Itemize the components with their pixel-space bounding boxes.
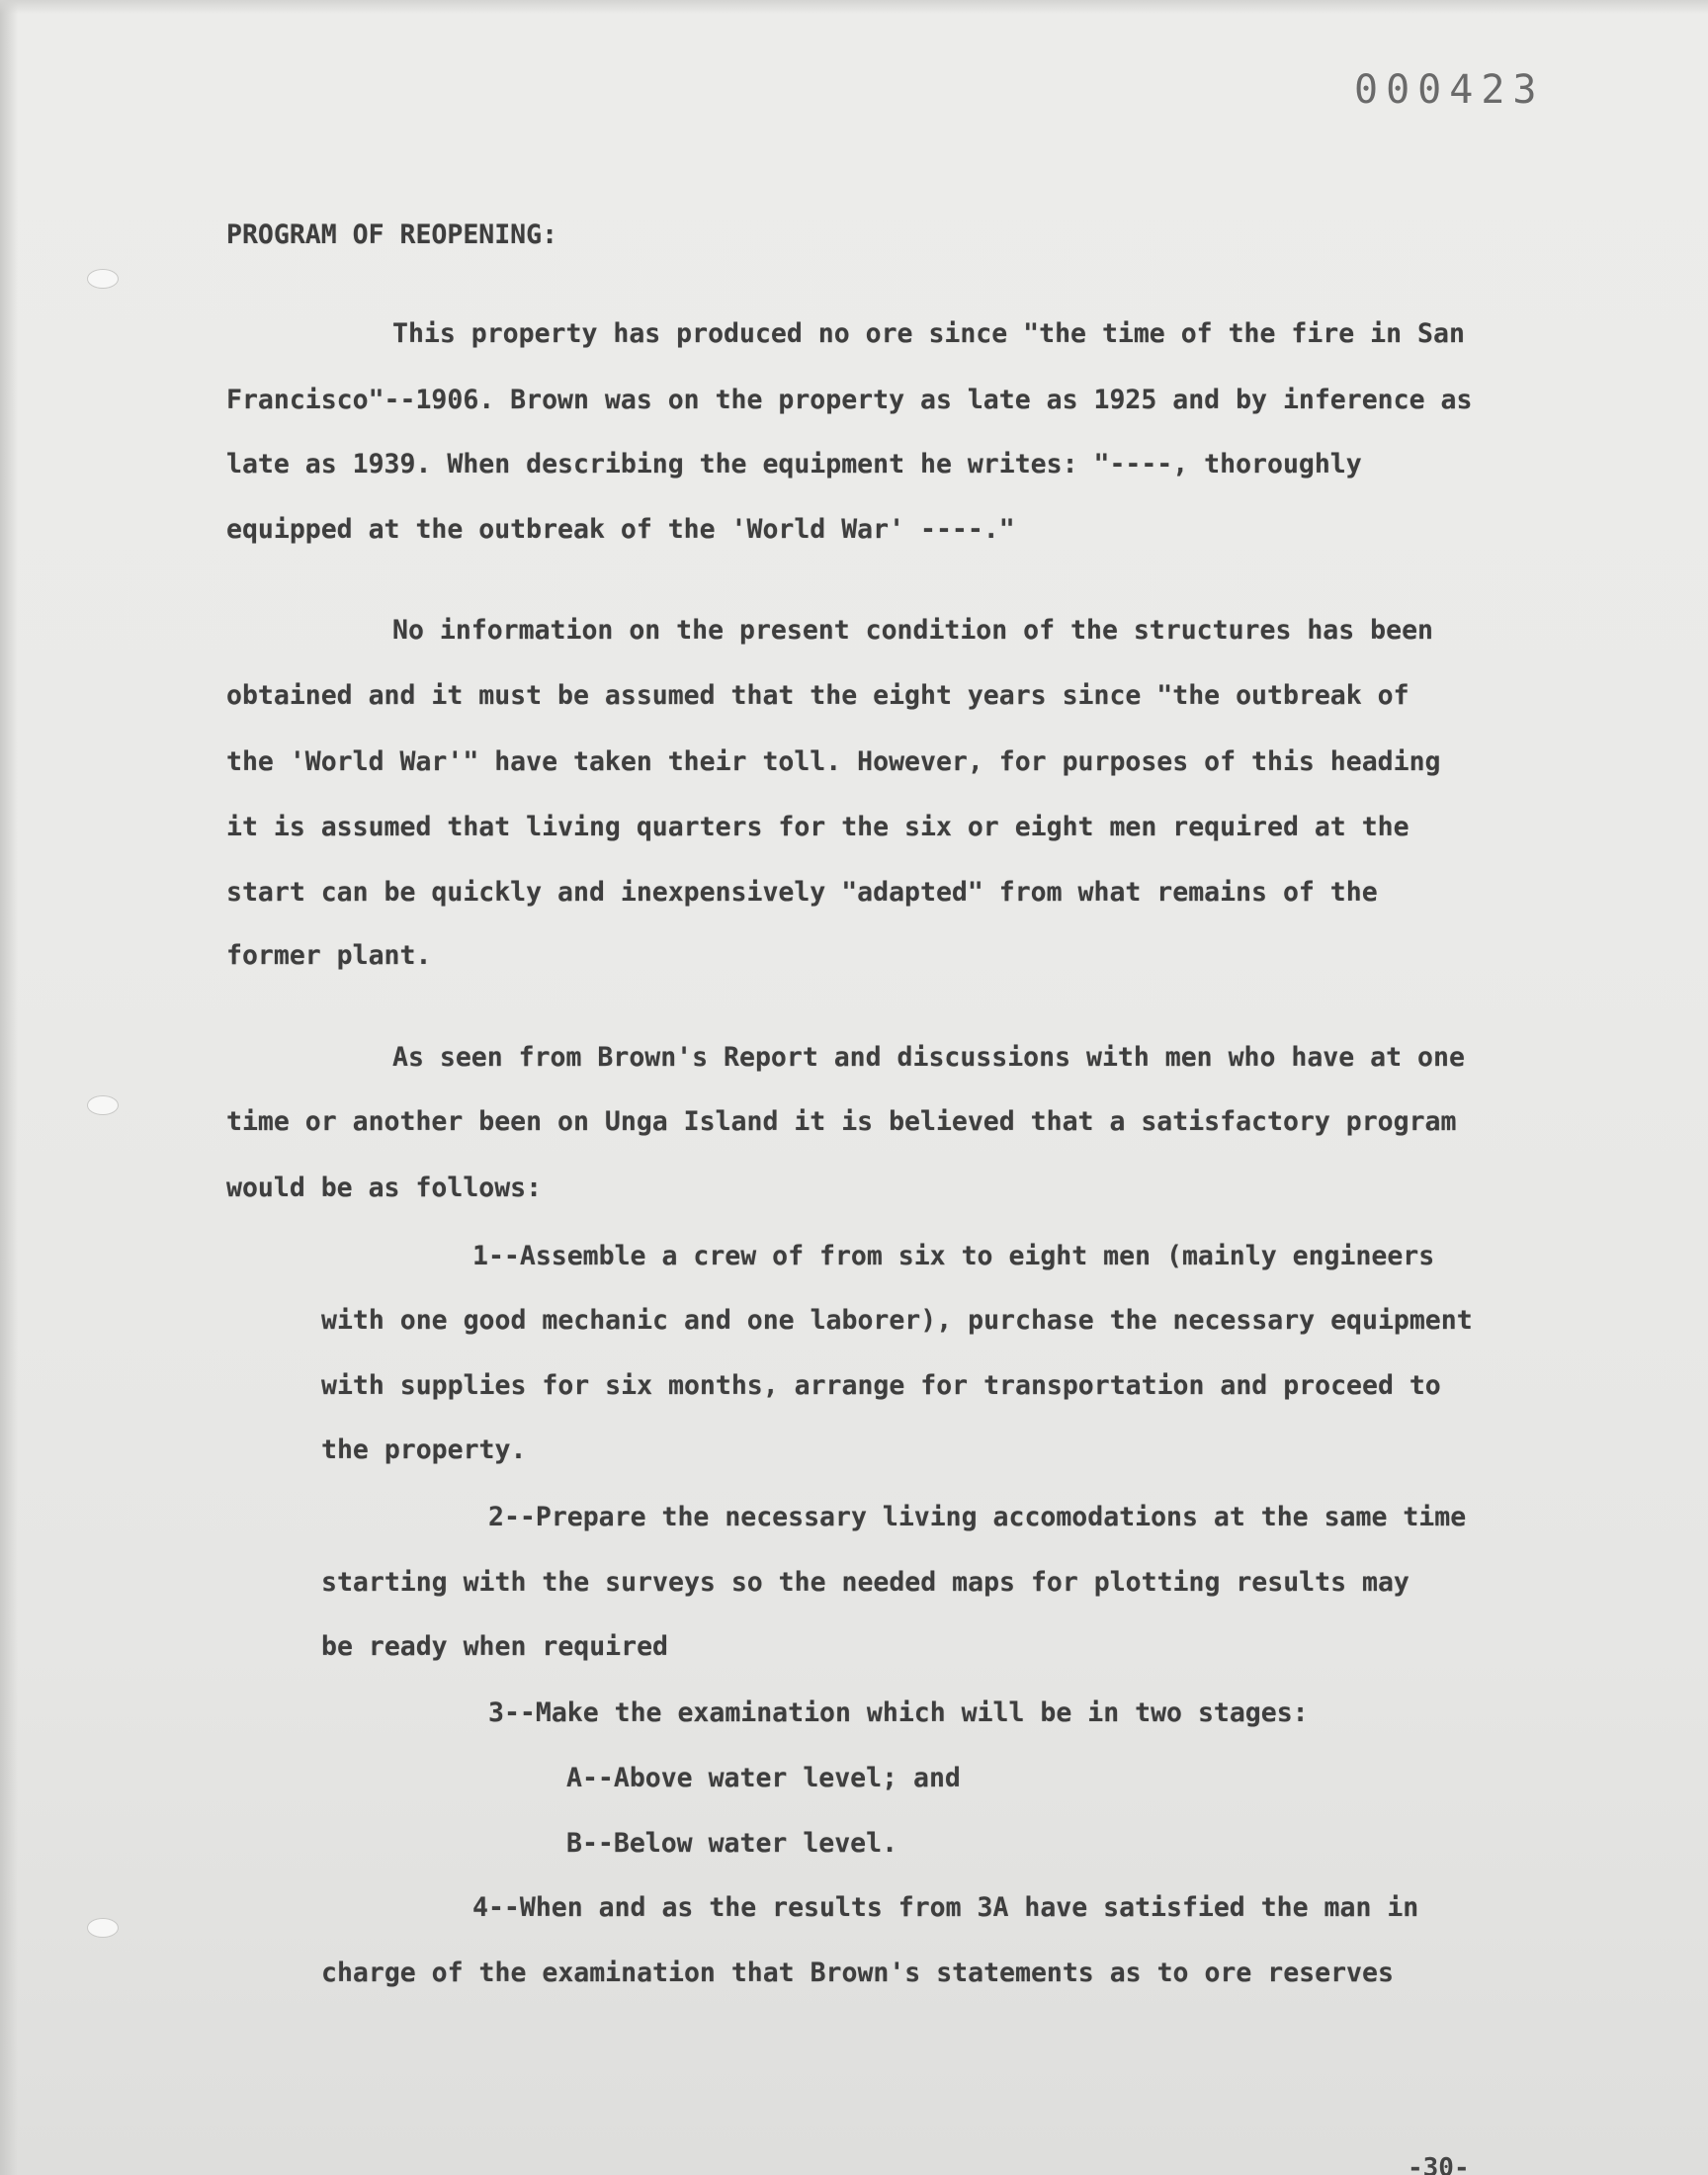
list-item-line: 4--When and as the results from 3A have satisfied the man in bbox=[472, 1892, 1419, 1923]
scan-top-shadow bbox=[0, 0, 1708, 14]
paragraph-line: late as 1939. When describing the equipment he writes: "----, thoroughly bbox=[226, 449, 1362, 479]
paragraph-line: it is assumed that living quarters for the six or eight men required at the bbox=[226, 812, 1409, 842]
list-item-line: 3--Make the examination which will be in two stages: bbox=[488, 1697, 1309, 1728]
list-item-line: with supplies for six months, arrange for transportation and proceed to bbox=[321, 1370, 1441, 1401]
list-item-line: the property. bbox=[321, 1435, 527, 1465]
paragraph-line: obtained and it must be assumed that the eight years since "the outbreak of bbox=[226, 680, 1409, 711]
punch-hole-top bbox=[87, 269, 119, 289]
list-item-line: 2--Prepare the necessary living accomodations at the same time bbox=[488, 1502, 1467, 1532]
sub-item-b: B--Below water level. bbox=[566, 1828, 898, 1859]
scan-edge-shadow bbox=[0, 0, 18, 2175]
list-item-line: with one good mechanic and one laborer), purchase the necessary equipment bbox=[321, 1305, 1473, 1336]
list-item-line: 1--Assemble a crew of from six to eight men (mainly engineers bbox=[472, 1241, 1435, 1271]
paragraph-line: No information on the present condition of the structures has been bbox=[392, 615, 1433, 646]
paragraph-line: Francisco"--1906. Brown was on the property as late as 1925 and by inference as bbox=[226, 385, 1473, 415]
paragraph-line: start can be quickly and inexpensively "adapted" from what remains of the bbox=[226, 877, 1378, 908]
punch-hole-bottom bbox=[87, 1918, 119, 1938]
list-item-line: starting with the surveys so the needed maps for plotting results may bbox=[321, 1567, 1409, 1598]
page-number: -30- bbox=[1408, 2153, 1470, 2175]
section-heading: PROGRAM OF REOPENING: bbox=[226, 219, 558, 250]
paragraph-line: would be as follows: bbox=[226, 1173, 543, 1203]
sub-item-a: A--Above water level; and bbox=[566, 1763, 961, 1793]
list-item-line: charge of the examination that Brown's statements as to ore reserves bbox=[321, 1958, 1394, 1988]
document-number: 000423 bbox=[1354, 67, 1545, 113]
paragraph-line: former plant. bbox=[226, 940, 432, 971]
paragraph-line: equipped at the outbreak of the 'World War' ----." bbox=[226, 514, 1015, 545]
paragraph-line: time or another been on Unga Island it is believed that a satisfactory program bbox=[226, 1106, 1457, 1137]
paragraph-line: This property has produced no ore since "the time of the fire in San bbox=[392, 318, 1465, 349]
paragraph-line: As seen from Brown's Report and discussions with men who have at one bbox=[392, 1042, 1465, 1073]
punch-hole-middle bbox=[87, 1095, 119, 1115]
paragraph-line: the 'World War'" have taken their toll. However, for purposes of this heading bbox=[226, 746, 1441, 777]
list-item-line: be ready when required bbox=[321, 1631, 668, 1662]
